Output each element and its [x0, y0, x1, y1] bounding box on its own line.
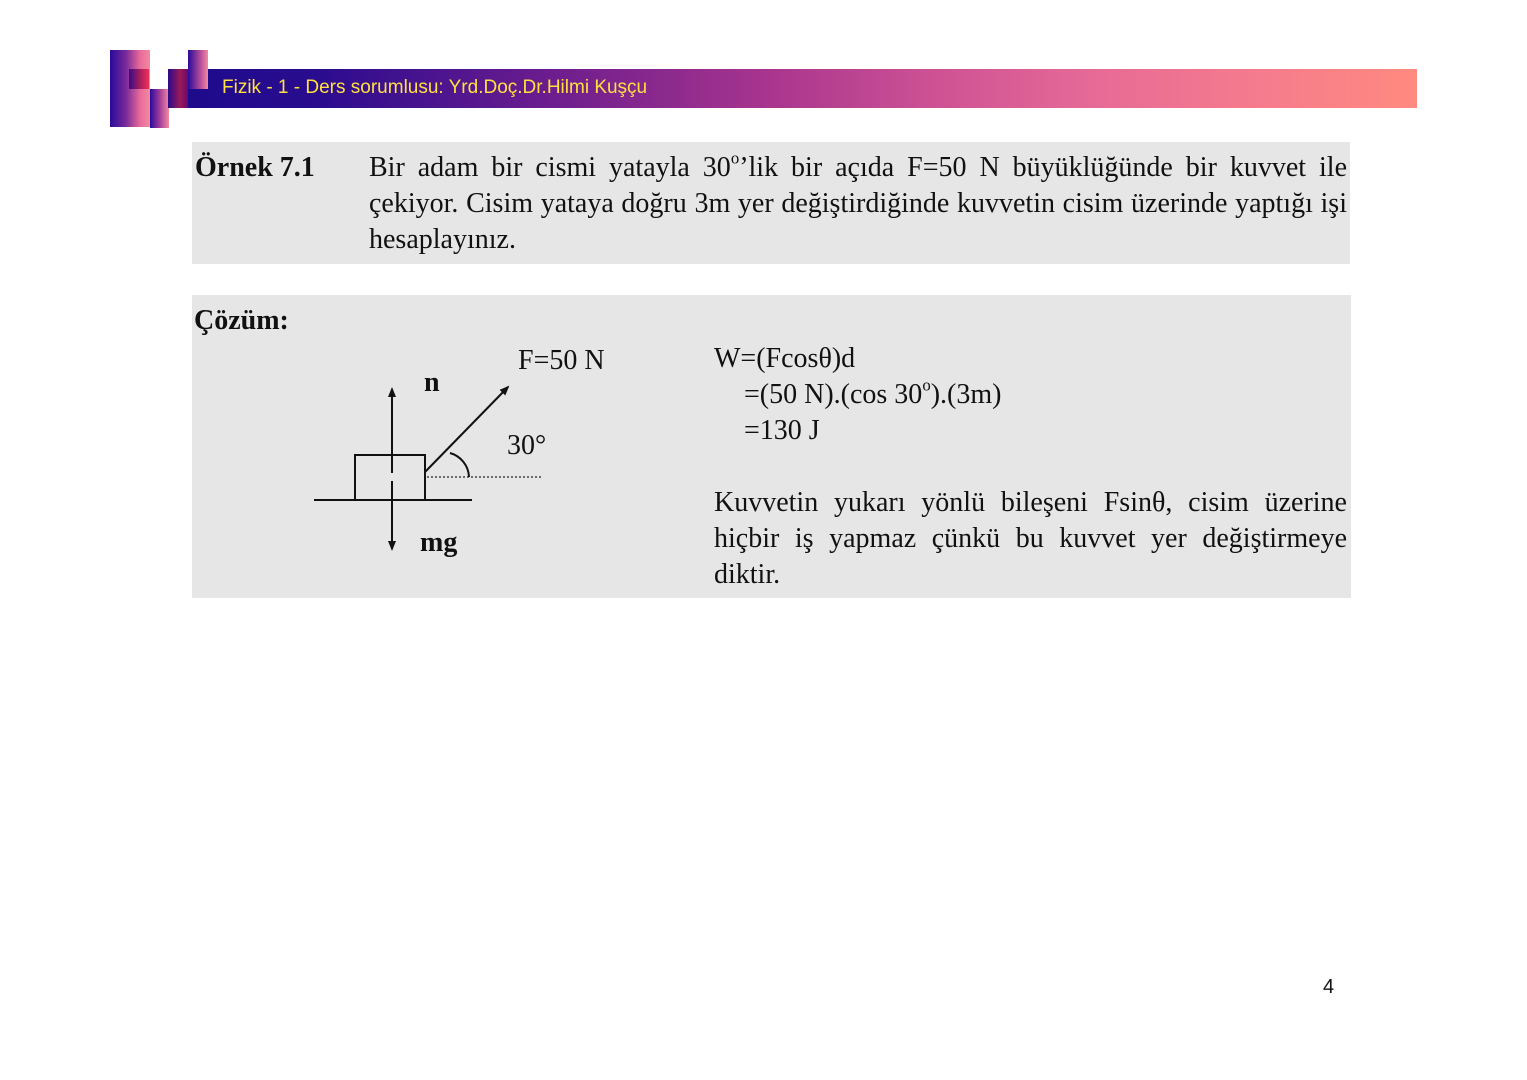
formula-part: ).(3m) — [930, 379, 1002, 410]
header-decoration-square — [129, 69, 149, 89]
angle-label: 30° — [507, 430, 547, 461]
formula-part: =(50 N).(cos 30 — [744, 379, 923, 410]
header-decoration-square — [150, 89, 169, 128]
example-problem-text — [369, 150, 1347, 258]
solution-explanation: Kuvvetin yukarı yönlü bileşeni Fsinθ, cisim üzerine hiçbir iş yapmaz çünkü bu kuvvet yer değiştirmeye diktir. — [714, 487, 1347, 590]
free-body-diagram — [292, 335, 692, 595]
problem-text-part: Bir adam bir cismi yatayla 30 — [369, 152, 731, 183]
degree-symbol: o — [922, 375, 931, 395]
slide-header-title: Fizik - 1 - Ders sorumlusu: Yrd.Doç.Dr.Hilmi Kuşçu — [222, 77, 648, 98]
example-label: Örnek 7.1 — [195, 152, 315, 183]
header-decoration-square — [168, 69, 188, 108]
formula-result: =130 J — [744, 415, 820, 446]
solution-label: Çözüm: — [194, 305, 289, 336]
formula-line — [714, 377, 1001, 413]
force-label: F=50 N — [518, 345, 605, 376]
page-number: 4 — [1323, 976, 1335, 998]
example-box — [192, 142, 1350, 264]
free-body-diagram-graphic — [292, 335, 692, 595]
applied-force-arrow — [425, 387, 508, 472]
weight-label: mg — [420, 527, 458, 558]
problem-text-part: ’lik bir açıda F=50 N büyüklüğünde bir kuvvet ile çekiyor. Cisim yataya doğru 3m yer değiştirdiğinde kuvvetin cisim üzerinde yaptığı işi hesaplayınız. — [369, 152, 1347, 255]
normal-force-label: n — [424, 367, 440, 398]
formula-line: W=(Fcosθ)d — [714, 343, 856, 374]
header-decoration-square — [188, 50, 208, 89]
block-shape — [355, 455, 425, 500]
work-formula — [714, 341, 1001, 449]
solution-box — [192, 295, 1351, 598]
angle-arc — [450, 453, 469, 477]
degree-symbol: o — [730, 148, 740, 168]
